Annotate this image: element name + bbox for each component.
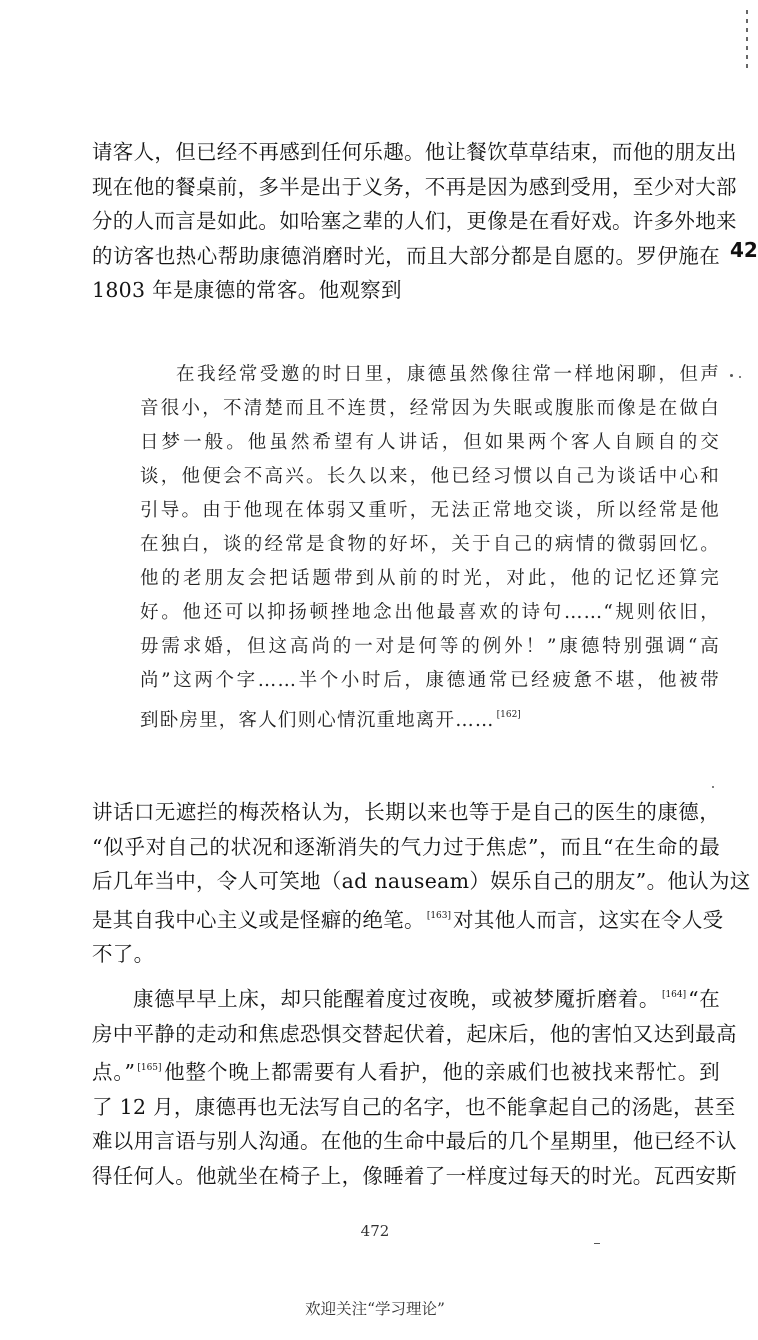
text-line: 不了。 bbox=[92, 942, 155, 966]
text-line: 分的人而言是如此。如哈塞之辈的人们，更像是在看好戏。许多外地来 bbox=[92, 209, 737, 233]
quote-line: 音很小，不清楚而且不连贯，经常因为失眠或腹胀而像是在做白 bbox=[140, 398, 720, 419]
text-line: 难以用言语与别人沟通。在他的生命中最后的几个星期里，他已经不认 bbox=[92, 1129, 737, 1153]
text-segment: “在 bbox=[688, 987, 720, 1011]
scan-speck bbox=[594, 1243, 600, 1244]
text-line bbox=[92, 899, 724, 938]
citation-163: [163] bbox=[426, 910, 452, 921]
quote-line: 在独白，谈的经常是食物的好坏，关于自己的病情的微弱回忆。 bbox=[140, 534, 720, 555]
text-line: 的访客也热心帮助康德消磨时光，而且大部分都是自愿的。罗伊施在 bbox=[92, 243, 720, 268]
citation-162: [162] bbox=[496, 710, 521, 720]
page-number: 472 bbox=[360, 1222, 390, 1240]
quote-line: 引导。由于他现在体弱又重听，无法正常地交谈，所以经常是他 bbox=[140, 500, 720, 521]
text-segment: 他整个晚上都需要有人看护，他的亲戚们也被找来帮忙。到 bbox=[163, 1060, 720, 1084]
text-line bbox=[92, 1051, 720, 1090]
paragraph-2 bbox=[92, 795, 751, 972]
text-line: “似乎对自己的状况和逐渐消失的气力过于焦虑”，而且“在生命的最 bbox=[92, 834, 720, 859]
text-line: 1803 年是康德的常客。他观察到 bbox=[92, 278, 402, 302]
quote-line: 他的老朋友会把话题带到从前的时光，对此，他的记忆还算完 bbox=[140, 568, 720, 589]
text-line: 房中平静的走动和焦虑恐惧交替起伏着，起床后，他的害怕又达到最高 bbox=[92, 1021, 737, 1046]
quote-line: 毋需求婚，但这高尚的一对是何等的例外！”康德特别强调“高 bbox=[140, 636, 720, 657]
text-line: 了 12 月，康德再也无法写自己的名字，也不能拿起自己的汤匙，甚至 bbox=[92, 1094, 736, 1119]
quote-line: 好。他还可以抑扬顿挫地念出他最喜欢的诗句……“规则依旧， bbox=[140, 602, 720, 623]
text-line bbox=[92, 978, 720, 1017]
block-quote bbox=[140, 358, 720, 738]
scan-speck bbox=[712, 786, 714, 788]
scan-speck bbox=[730, 374, 733, 377]
quote-line: 谈，他便会不高兴。长久以来，他已经习惯以自己为谈话中心和 bbox=[140, 466, 720, 487]
text-line: 后几年当中，令人可笑地（ad nauseam）娱乐自己的朋友”。他认为这 bbox=[92, 869, 751, 893]
margin-page-reference: 42 bbox=[730, 238, 758, 262]
paragraph-3 bbox=[92, 978, 737, 1193]
quote-line bbox=[140, 698, 720, 738]
text-segment: 是其自我中心主义或是怪癖的绝笔。 bbox=[92, 907, 425, 932]
quote-line: 日梦一般。他虽然希望有人讲话，但如果两个客人自顾自的交 bbox=[140, 432, 720, 453]
footer-note: 欢迎关注“学习理论” bbox=[305, 1300, 445, 1318]
text-line: 得任何人。他就坐在椅子上，像睡着了一样度过每天的时光。瓦西安斯 bbox=[92, 1163, 737, 1188]
scan-edge-mark bbox=[746, 10, 748, 70]
text-line: 现在他的餐桌前，多半是出于义务，不再是因为感到受用，至少对大部 bbox=[92, 174, 737, 199]
quote-line: 在我经常受邀的时日里，康德虽然像往常一样地闲聊，但声 bbox=[176, 364, 720, 385]
text-segment: 对其他人而言，这实在令人受 bbox=[453, 907, 724, 932]
paragraph-1 bbox=[92, 135, 737, 308]
text-segment: 点。” bbox=[92, 1060, 136, 1084]
quote-line-text: 到卧房里，客人们则心情沉重地离开…… bbox=[140, 710, 495, 731]
text-line: 请客人，但已经不再感到任何乐趣。他让餐饮草草结束，而他的朋友出 bbox=[92, 140, 737, 164]
scan-speck bbox=[739, 376, 741, 378]
text-segment: 康德早早上床，却只能醒着度过夜晚，或被梦魇折磨着。 bbox=[133, 987, 660, 1011]
citation-165: [165] bbox=[137, 1063, 162, 1073]
citation-164: [164] bbox=[661, 990, 687, 1000]
text-line: 讲话口无遮拦的梅茨格认为，长期以来也等于是自己的医生的康德， bbox=[92, 800, 720, 824]
quote-line: 尚”这两个字……半个小时后，康德通常已经疲惫不堪，他被带 bbox=[140, 670, 720, 691]
